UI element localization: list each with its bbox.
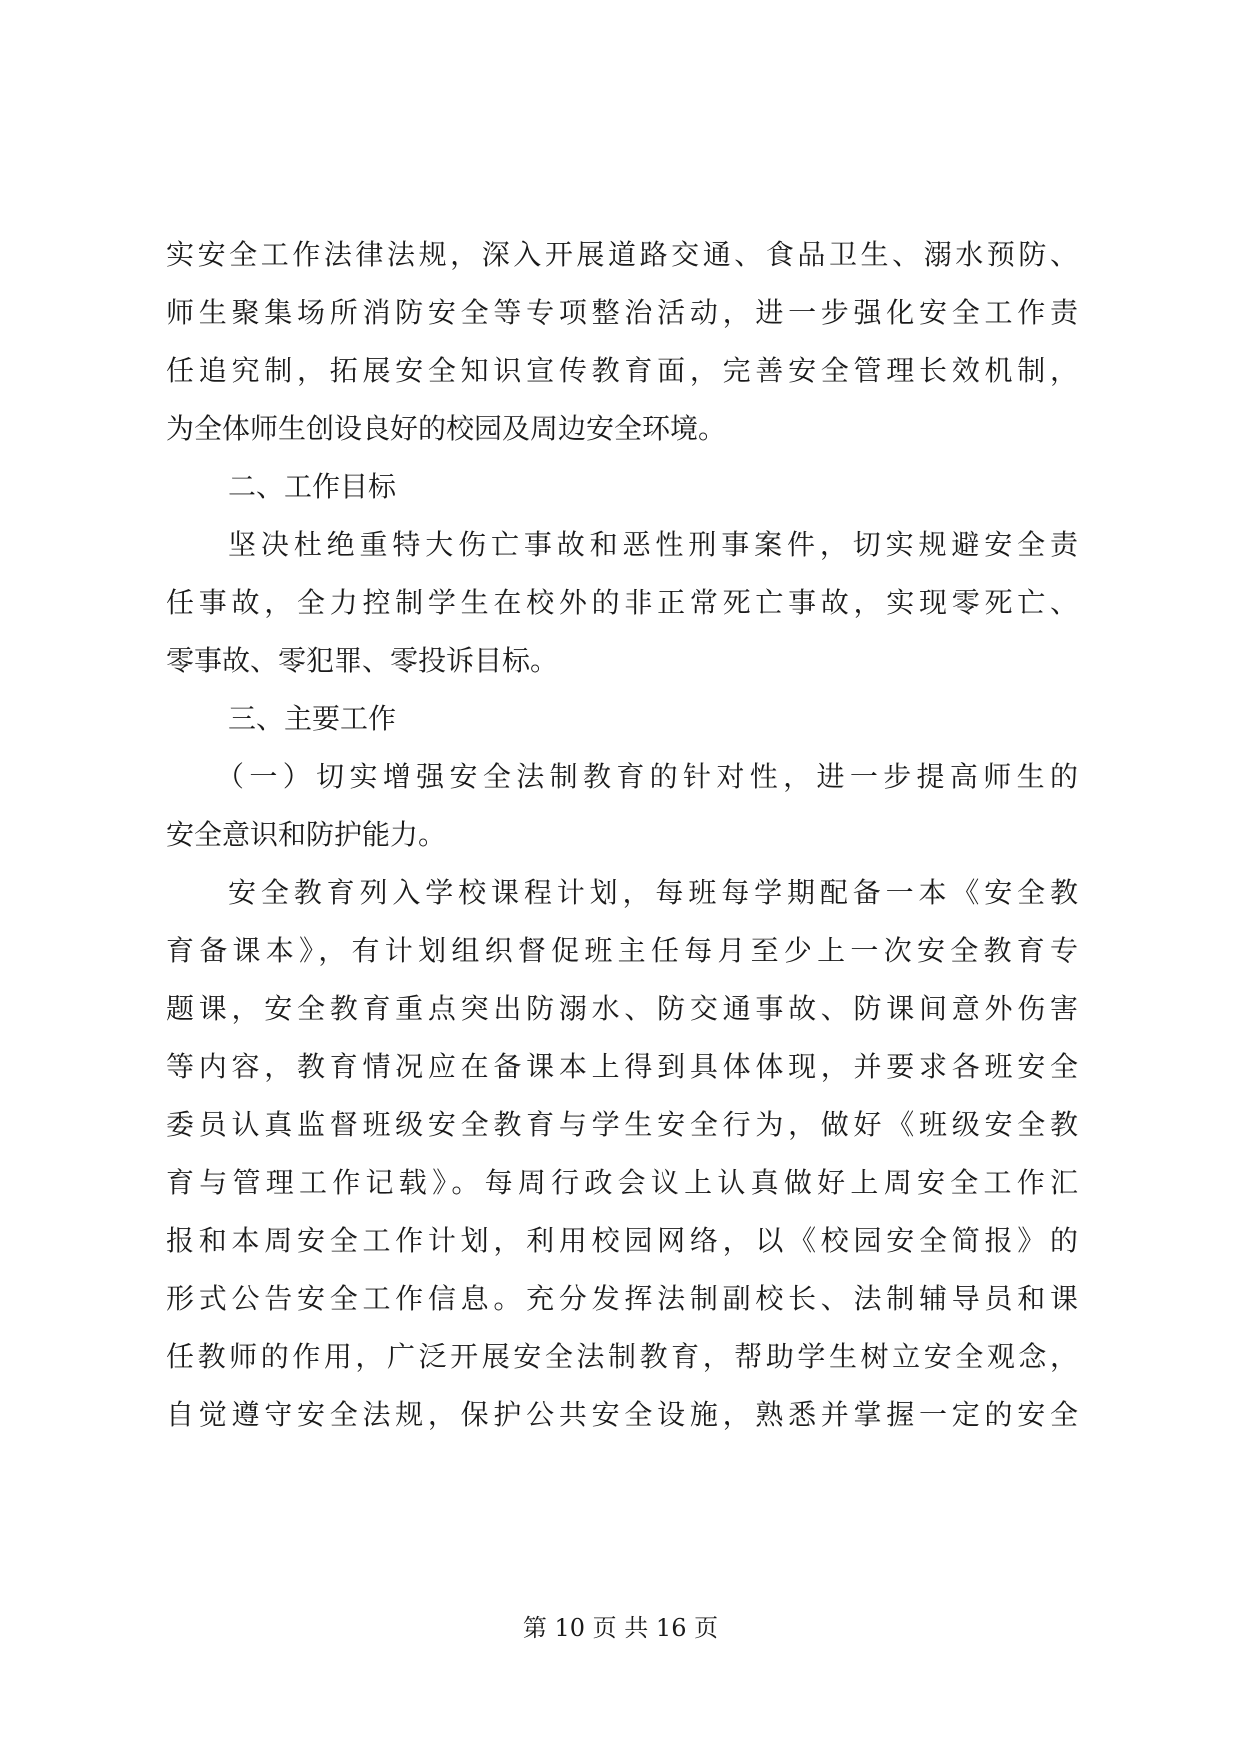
body-line: 育备课本》，有计划组织督促班主任每月至少上一次安全教育专 [166,934,1078,967]
body-line: 自觉遵守安全法规，保护公共安全设施，熟悉并掌握一定的安全 [166,1398,1078,1431]
body-line: 题课，安全教育重点突出防溺水、防交通事故、防课间意外伤害 [166,992,1078,1025]
page-number-footer: 第 10 页 共 16 页 [522,1614,719,1642]
body-line: 任事故，全力控制学生在校外的非正常死亡事故，实现零死亡、 [166,586,1078,619]
body-line: 坚决杜绝重特大伤亡事故和恶性刑事案件，切实规避安全责 [228,528,1078,561]
body-line: 报和本周安全工作计划，利用校园网络，以《校园安全简报》的 [166,1224,1078,1257]
subsection-heading-line: 安全意识和防护能力。 [166,818,447,851]
body-line: 任教师的作用，广泛开展安全法制教育，帮助学生树立安全观念， [166,1340,1078,1373]
body-line: 师生聚集场所消防安全等专项整治活动，进一步强化安全工作责 [166,296,1078,329]
body-line: 安全教育列入学校课程计划，每班每学期配备一本《安全教 [228,876,1078,909]
body-line: 委员认真监督班级安全教育与学生安全行为，做好《班级安全教 [166,1108,1078,1141]
body-line: 等内容，教育情况应在备课本上得到具体体现，并要求各班安全 [166,1050,1078,1083]
body-line: 形式公告安全工作信息。充分发挥法制副校长、法制辅导员和课 [166,1282,1078,1315]
section-heading: 二、工作目标 [228,470,397,503]
body-line: 零事故、零犯罪、零投诉目标。 [166,644,559,677]
section-heading: 三、主要工作 [228,702,397,735]
document-body [166,226,1078,1444]
subsection-heading: （一）切实增强安全法制教育的针对性，进一步提高师生的 [216,760,1078,793]
body-line: 为全体师生创设良好的校园及周边安全环境。 [166,412,727,445]
body-line: 实安全工作法律法规，深入开展道路交通、食品卫生、溺水预防、 [166,238,1078,271]
body-line: 任追究制，拓展安全知识宣传教育面，完善安全管理长效机制， [166,354,1078,387]
body-line: 育与管理工作记载》。每周行政会议上认真做好上周安全工作汇 [166,1166,1078,1199]
